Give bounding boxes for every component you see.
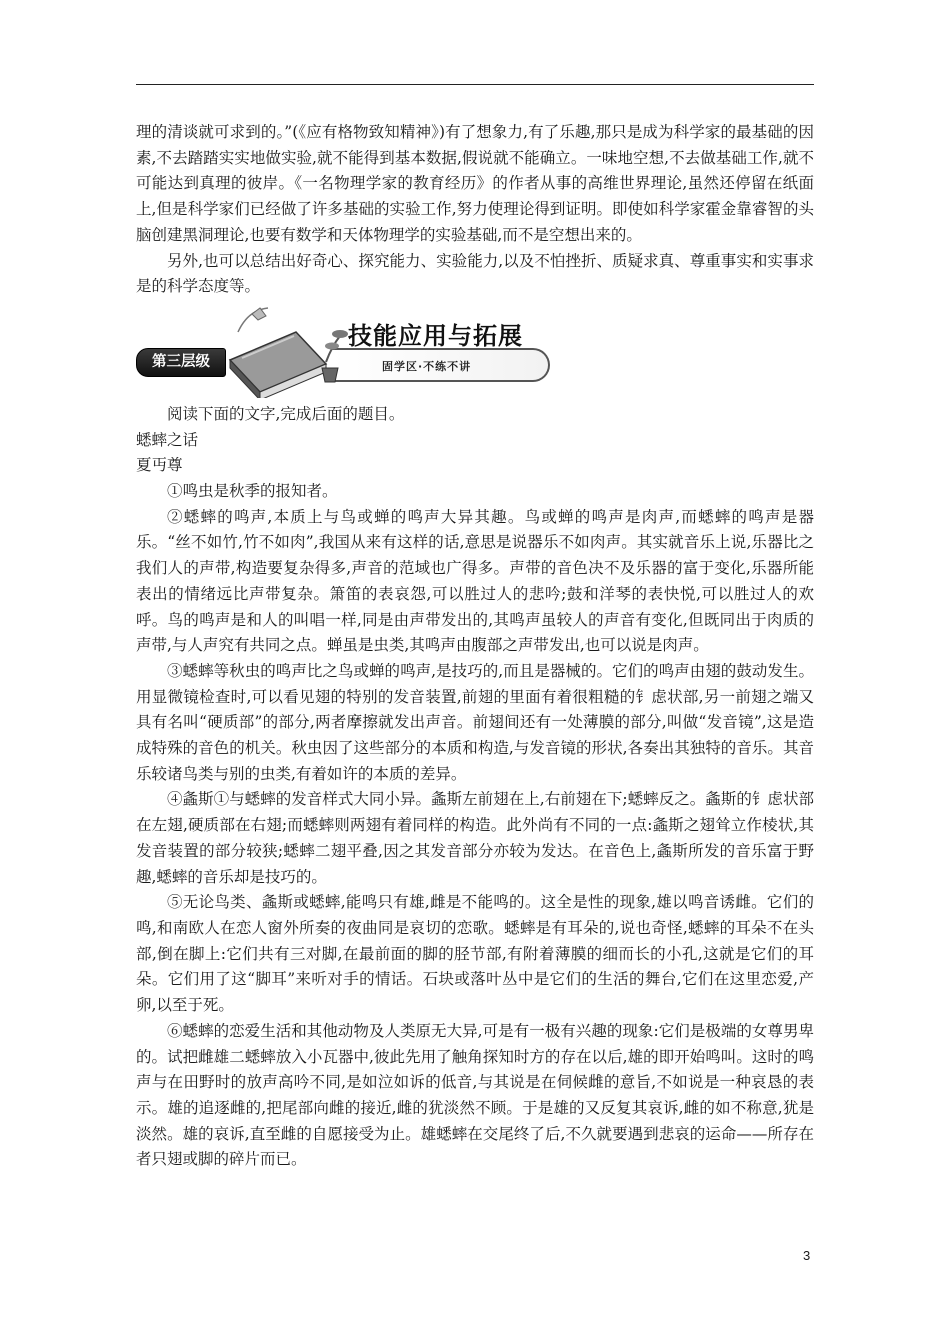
intro-paragraph-2: 另外,也可以总结出好奇心、探究能力、实验能力,以及不怕挫折、质疑求真、尊重事实和实事求是的科学态度等。 xyxy=(136,251,814,296)
article-paragraph: ①鸣虫是秋季的报知者。 xyxy=(167,482,338,501)
banner-title: 技能应用与拓展 xyxy=(348,321,523,350)
article-paragraph: ③蟋蟀等秋虫的鸣声比之鸟或蝉的鸣声,是技巧的,而且是器械的。它们的鸣声由翅的鼓动发生。用显微镜检查时,可以看见翅的特别的发音装置,前翅的里面有着很粗糙的钅虑状部,另一前翅之端又具有名叫“硬质部”的部分,两者摩擦就发出声音。前翅间还有一处薄膜的部分,叫做“发音镜”,这是造成特殊的音色的机关。秋虫因了这些部分的本质和构造,与发音镜的形状,各奏出其独特的音乐。其音乐较诸鸟类与别的虫类,有着如许的本质的差异。 xyxy=(136,661,814,783)
intro-paragraph-1: 理的清谈就可求到的。”(《应有格物致知精神》)有了想象力,有了乐趣,那只是成为科学家的最基础的因素,不去踏踏实实地做实验,就不能得到基本数据,假说就不能确立。一味地空想,不去做基础工作,就不可能达到真理的彼岸。《一名物理学家的教育经历》的作者从事的高维世界理论,虽然还停留在纸面上,但是科学家们已经做了许多基础的实验工作,努力使理论得到证明。即使如科学家霍金靠睿智的头脑创建黑洞理论,也要有数学和天体物理学的实验基础,而不是空想出来的。 xyxy=(136,123,814,244)
page-number: 3 xyxy=(803,1248,811,1263)
header-rule xyxy=(136,84,814,85)
article-paragraph: ⑤无论鸟类、螽斯或蟋蟀,能鸣只有雄,雌是不能鸣的。这全是性的现象,雄以鸣音诱雌。它们的鸣,和南欧人在恋人窗外所奏的夜曲同是哀切的恋歌。蟋蟀是有耳朵的,说也奇怪,蟋蟀的耳朵不在头部,倒在脚上:它们共有三对脚,在最前面的脚的胫节部,有附着薄膜的细而长的小孔,这就是它们的耳朵。它们用了这“脚耳”来听对手的情话。石块或落叶丛中是它们的生活的舞台,它们在这里恋爱,产卵,以至于死。 xyxy=(136,893,814,1015)
article-author: 夏丏尊 xyxy=(136,456,183,475)
reading-instruction: 阅读下面的文字,完成后面的题目。 xyxy=(167,404,405,423)
book-plant-icon xyxy=(208,302,348,398)
banner-subtitle: 固学区·不练不讲 xyxy=(382,359,472,373)
level-badge: 第三层级 xyxy=(136,348,226,377)
section-banner xyxy=(136,302,814,402)
page-content xyxy=(136,120,814,1173)
article-title: 蟋蟀之话 xyxy=(136,430,199,449)
article-paragraph: ⑥蟋蟀的恋爱生活和其他动物及人类原无大异,可是有一极有兴趣的现象:它们是极端的女尊男卑的。试把雌雄二蟋蟀放入小瓦器中,彼此先用了触角探知时方的存在以后,雄的即开始鸣叫。这时的鸣声与在田野时的放声高吟不同,是如泣如诉的低音,与其说是在伺候雌的意旨,不如说是一种哀恳的表示。雄的追逐雌的,把尾部向雌的接近,雌的犹淡然不顾。于是雄的又反复其哀诉,雌的如不称意,犹是淡然。雄的哀诉,直至雌的自愿接受为止。雄蟋蟀在交尾终了后,不久就要遇到悲哀的运命——所存在者只翅或脚的碎片而已。 xyxy=(136,1021,814,1169)
article-paragraph: ④螽斯①与蟋蟀的发音样式大同小异。螽斯左前翅在上,右前翅在下;蟋蟀反之。螽斯的钅虑状部在左翅,硬质部在右翅;而蟋蟀则两翅有着同样的构造。此外尚有不同的一点:螽斯之翅耸立作棱状,其发音装置的部分较狭;蟋蟀二翅平叠,因之其发音部分亦较为发达。在音色上,螽斯所发的音乐富于野趣,蟋蟀的音乐却是技巧的。 xyxy=(136,790,814,886)
article-paragraph: ②蟋蟀的鸣声,本质上与鸟或蝉的鸣声大异其趣。鸟或蝉的鸣声是肉声,而蟋蟀的鸣声是器乐。“丝不如竹,竹不如肉”,我国从来有这样的话,意思是说器乐不如肉声。其实就音乐上说,乐器比之我们人的声带,构造要复杂得多,声音的范域也广得多。声带的音色决不及乐器的富于变化,乐器所能表出的情绪远比声带复杂。箫笛的表哀怨,可以胜过人的悲吟;鼓和洋琴的表快悦,可以胜过人的欢呼。鸟的鸣声是和人的叫唱一样,同是由声带发出的,其鸣声虽较人的声音有变化,但既同出于肉质的声带,与人声究有共同之点。蝉虽是虫类,其鸣声由腹部之声带发出,也可以说是肉声。 xyxy=(136,507,814,655)
